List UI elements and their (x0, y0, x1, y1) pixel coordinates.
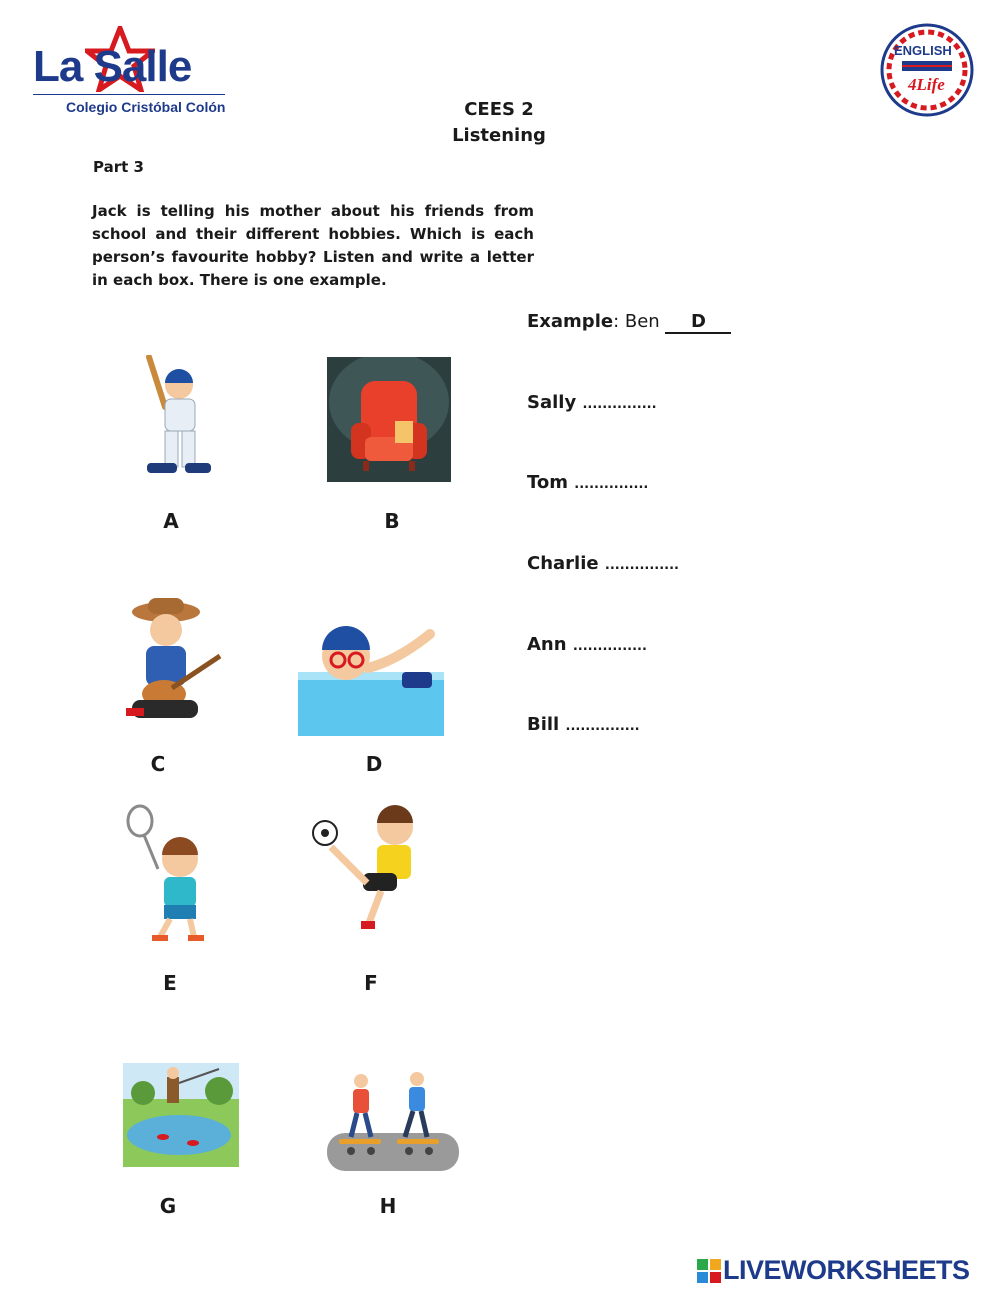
part-label: Part 3 (93, 158, 144, 176)
name-row-charlie[interactable] (527, 553, 679, 574)
picture-letter-d: D (365, 752, 383, 776)
picture-letter-f: F (364, 971, 378, 995)
answer-blank[interactable]: ............... (574, 477, 649, 492)
answer-blank[interactable]: ............... (572, 639, 647, 654)
title-listening: Listening (452, 125, 546, 146)
answer-blank[interactable]: ............... (582, 397, 657, 412)
baseball-player-icon (135, 355, 215, 483)
globe-flags-icon (880, 23, 974, 117)
logo-english: ENGLISH (894, 43, 952, 58)
name-label: Sally (527, 392, 577, 413)
swimmer-icon (298, 620, 444, 736)
example-rest: : Ben (613, 311, 666, 332)
la-salle-logo (33, 26, 233, 121)
logo-brand: La Salle (33, 42, 192, 91)
cinema-armchair-icon (327, 357, 451, 482)
example-row (527, 311, 731, 334)
live-blocks-icon (697, 1259, 721, 1283)
logo-4life: 4Life (908, 75, 945, 94)
name-row-tom[interactable] (527, 472, 648, 493)
picture-letter-c: C (150, 752, 166, 776)
football-boy-icon (303, 803, 435, 935)
picture-letter-a: A (163, 509, 179, 533)
name-label: Tom (527, 472, 569, 493)
skateboarders-icon (327, 1071, 459, 1173)
name-row-bill[interactable] (527, 714, 640, 735)
answer-blank[interactable]: ............... (565, 719, 640, 734)
picture-letter-b: B (384, 509, 400, 533)
badminton-girl-icon (108, 803, 220, 945)
name-label: Ann (527, 634, 567, 655)
name-row-ann[interactable] (527, 634, 647, 655)
picture-letter-h: H (379, 1194, 397, 1218)
name-row-sally[interactable] (527, 392, 657, 413)
liveworksheets-logo[interactable] (697, 1255, 997, 1285)
picture-letter-g: G (159, 1194, 177, 1218)
example-answer (665, 312, 731, 334)
english-4life-logo (880, 23, 974, 117)
example-answer-letter: D (690, 311, 706, 332)
footer-brand: LIVEWORKSHEETS (723, 1255, 970, 1285)
name-label: Bill (527, 714, 560, 735)
title-cees: CEES 2 (464, 99, 534, 120)
guitar-girl-icon (122, 596, 230, 722)
name-label: Charlie (527, 553, 599, 574)
fishing-scene-icon (123, 1063, 239, 1167)
logo-subtitle: Colegio Cristóbal Colón (66, 99, 226, 115)
answer-blank[interactable]: ............... (604, 558, 679, 573)
picture-letter-e: E (163, 971, 177, 995)
instructions: Jack is telling his mother about his friends from school and their different hobbies. Which is each person’s favourite hobby? Listen and write a letter in each box. There is one example. (92, 202, 534, 289)
example-label: Example (527, 311, 614, 332)
